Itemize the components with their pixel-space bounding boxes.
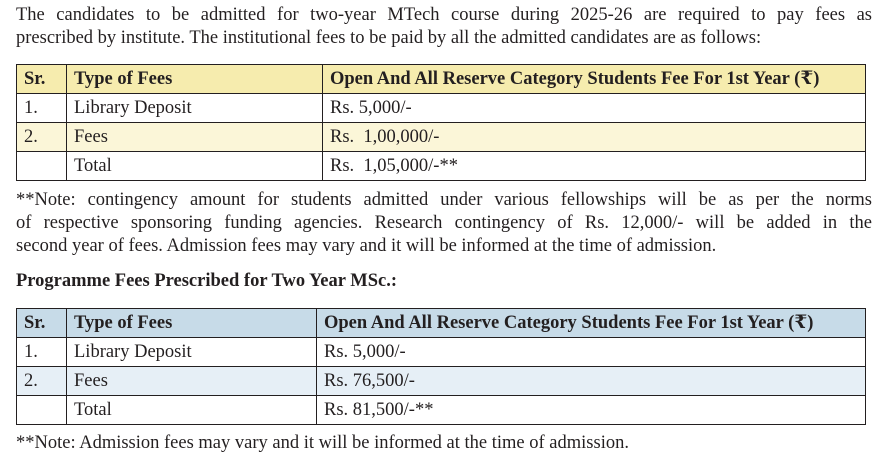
table-header-row: [17, 309, 866, 338]
cell-type: Fees: [67, 367, 317, 396]
cell-type: Library Deposit: [67, 338, 317, 367]
mtech-note-line-2: of respective sponsoring funding agencies. Research contingency of Rs. 12,000/- will be added in the: [16, 213, 872, 233]
header-sr: Sr.: [17, 309, 67, 338]
header-type: Type of Fees: [67, 309, 317, 338]
intro-paragraph: [16, 4, 872, 50]
cell-sr: 2.: [17, 123, 67, 152]
cell-sr: 2.: [17, 367, 67, 396]
header-type: Type of Fees: [67, 65, 323, 94]
mtech-note-line-1: **Note: contingency amount for students admitted under various fellowships will be as per the norms: [16, 190, 872, 210]
cell-sr: [17, 396, 67, 425]
mtech-fees-table: [16, 64, 866, 181]
cell-fee: Rs. 81,500/-**: [317, 396, 866, 425]
mtech-note: [16, 189, 872, 258]
cell-fee: Rs. 5,000/-: [323, 94, 866, 123]
table-row: [17, 152, 866, 181]
table-row: [17, 94, 866, 123]
table-row: [17, 396, 866, 425]
intro-line-1: The candidates to be admitted for two-year MTech course during 2025-26 are required to pay fees as: [16, 5, 872, 25]
msc-note: **Note: Admission fees may vary and it will be informed at the time of admission.: [16, 433, 629, 453]
cell-fee: Rs. 1,00,000/-: [323, 123, 866, 152]
table-row: [17, 367, 866, 396]
header-fee: Open And All Reserve Category Students Fee For 1st Year (₹): [317, 309, 866, 338]
cell-sr: 1.: [17, 338, 67, 367]
cell-type: Fees: [67, 123, 323, 152]
cell-fee: Rs. 5,000/-: [317, 338, 866, 367]
cell-sr: 1.: [17, 94, 67, 123]
cell-type: Total: [67, 396, 317, 425]
cell-sr: [17, 152, 67, 181]
header-fee: Open And All Reserve Category Students Fee For 1st Year (₹): [323, 65, 866, 94]
cell-type: Total: [67, 152, 323, 181]
table-header-row: [17, 65, 866, 94]
table-row: [17, 123, 866, 152]
cell-type: Library Deposit: [67, 94, 323, 123]
intro-line-2: prescribed by institute. The institutional fees to be paid by all the admitted candidates are as follows:: [16, 28, 762, 48]
cell-fee: Rs. 76,500/-: [317, 367, 866, 396]
header-sr: Sr.: [17, 65, 67, 94]
msc-heading: Programme Fees Prescribed for Two Year MSc.:: [16, 271, 398, 291]
cell-fee: Rs. 1,05,000/-**: [323, 152, 866, 181]
table-row: [17, 338, 866, 367]
msc-fees-table: [16, 308, 866, 425]
mtech-note-line-3: second year of fees. Admission fees may vary and it will be informed at the time of admission.: [16, 236, 717, 256]
